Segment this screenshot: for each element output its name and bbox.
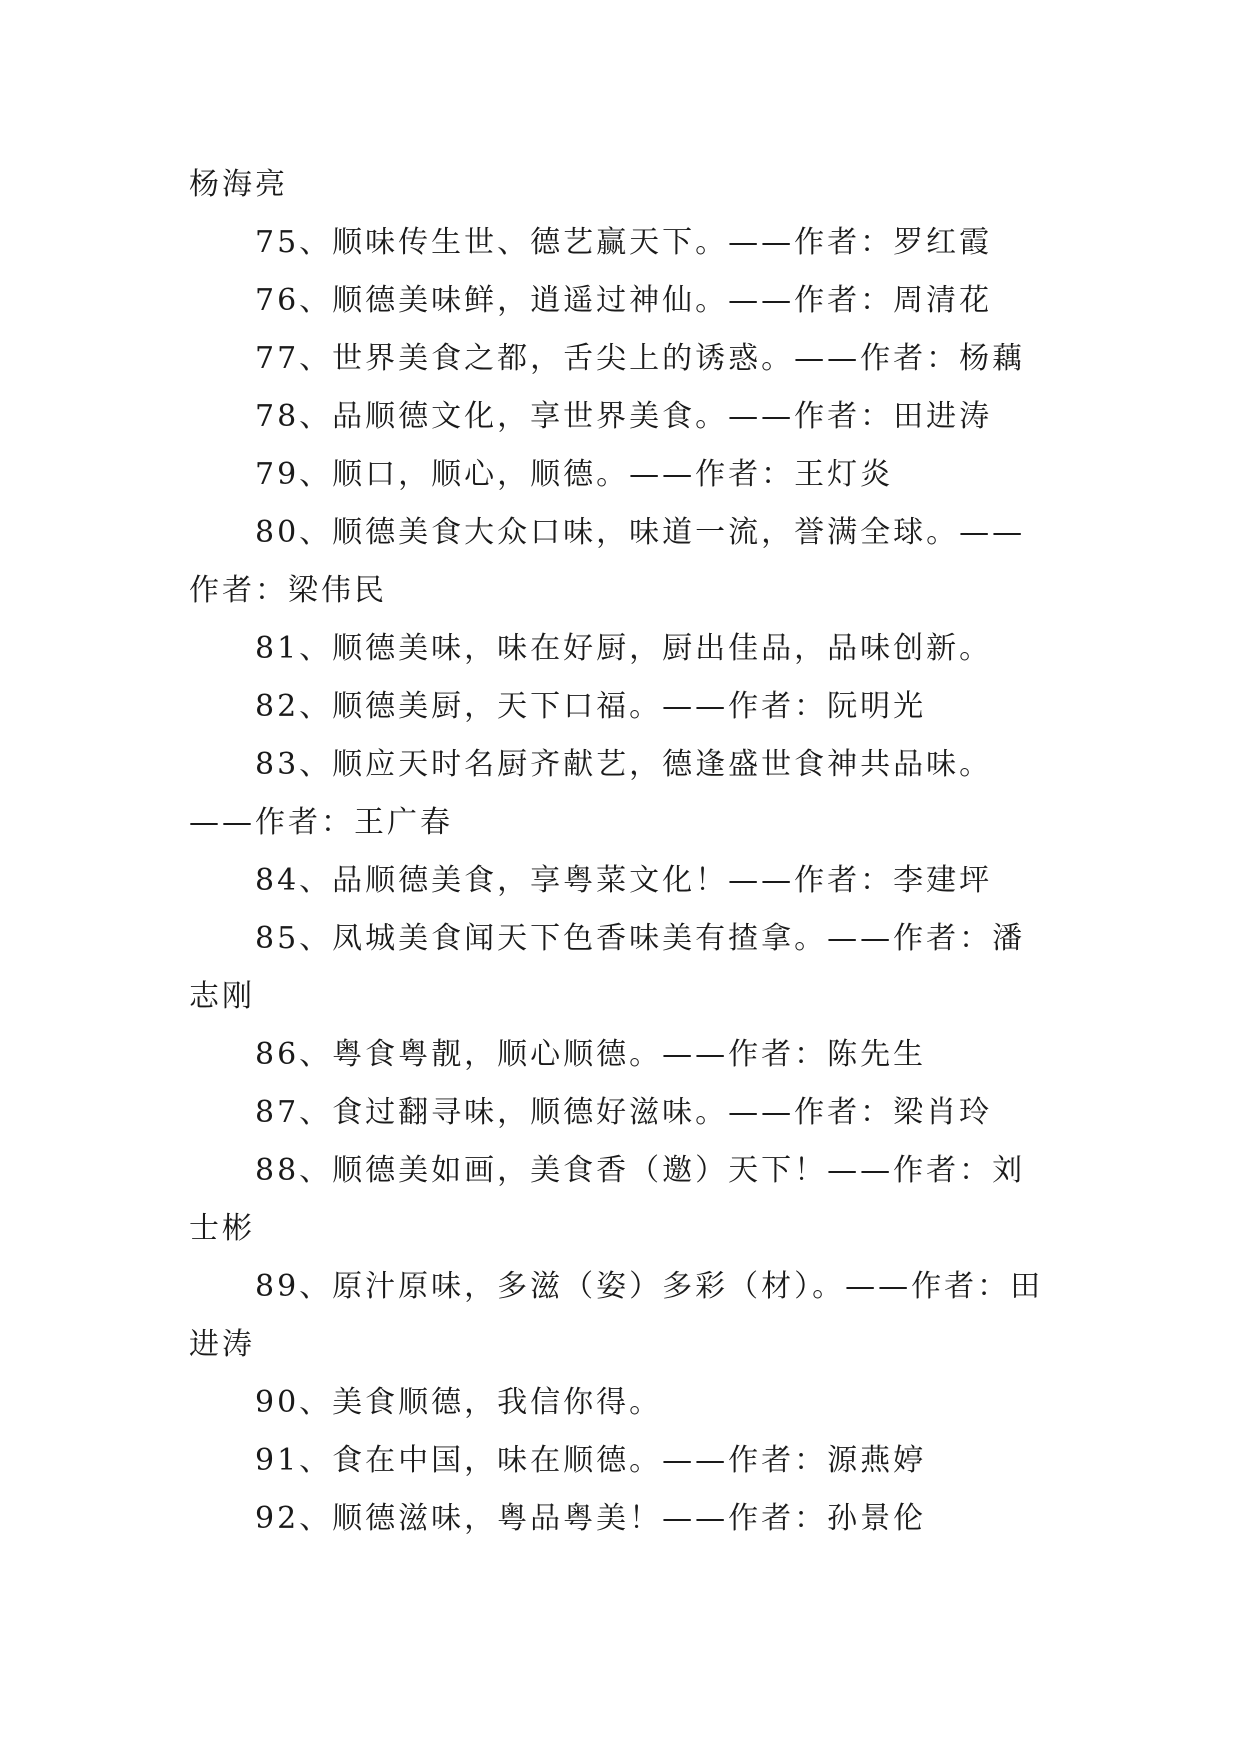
paragraph-continuation: 杨海亮 (189, 167, 288, 202)
paragraph-89: 89、原汁原味，多滋（姿）多彩（材）。——作者：田进涛 (189, 1269, 1044, 1362)
paragraph-76: 76、顺德美味鲜，逍遥过神仙。——作者：周清花 (255, 283, 993, 318)
paragraph-75: 75、顺味传生世、德艺赢天下。——作者：罗红霞 (255, 225, 993, 260)
paragraph-91: 91、食在中国，味在顺德。——作者：源燕婷 (255, 1443, 927, 1478)
paragraph-84: 84、品顺德美食，享粤菜文化！——作者：李建坪 (255, 863, 993, 898)
document-body (189, 156, 1049, 1548)
paragraph-80: 80、顺德美食大众口味，味道一流，誉满全球。——作者：梁伟民 (189, 515, 1026, 608)
paragraph-90: 90、美食顺德，我信你得。 (255, 1385, 663, 1420)
paragraph-81: 81、顺德美味，味在好厨，厨出佳品，品味创新。 (255, 631, 993, 666)
paragraph-85: 85、凤城美食闻天下色香味美有揸拿。——作者：潘志刚 (189, 921, 1026, 1014)
paragraph-86: 86、粤食粤靓，顺心顺德。——作者：陈先生 (255, 1037, 927, 1072)
paragraph-88: 88、顺德美如画，美食香（邀）天下！——作者：刘士彬 (189, 1153, 1026, 1246)
paragraph-78: 78、品顺德文化，享世界美食。——作者：田进涛 (255, 399, 993, 434)
paragraph-82: 82、顺德美厨，天下口福。——作者：阮明光 (255, 689, 927, 724)
paragraph-83: 83、顺应天时名厨齐献艺，德逢盛世食神共品味。——作者：王广春 (189, 747, 993, 840)
paragraph-92: 92、顺德滋味，粤品粤美！——作者：孙景伦 (255, 1501, 927, 1536)
paragraph-77: 77、世界美食之都，舌尖上的诱惑。——作者：杨藕 (255, 341, 1026, 376)
paragraph-87: 87、食过翻寻味，顺德好滋味。——作者：梁肖玲 (255, 1095, 993, 1130)
paragraph-79: 79、顺口，顺心，顺德。——作者：王灯炎 (255, 457, 894, 492)
